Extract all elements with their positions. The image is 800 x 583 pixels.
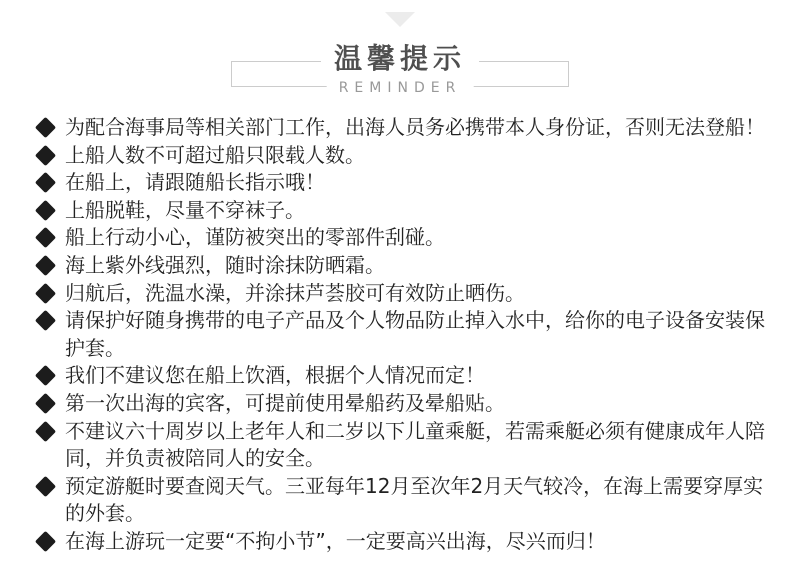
tip-item <box>35 390 770 418</box>
diamond-bullet-icon <box>35 282 56 303</box>
diamond-bullet-icon <box>35 172 56 193</box>
tip-text: 上船人数不可超过船只限载人数。 <box>65 142 365 167</box>
tip-item <box>35 142 770 170</box>
tip-item <box>35 418 770 473</box>
diamond-bullet-icon <box>35 310 56 331</box>
page-header <box>0 0 800 114</box>
tip-text: 船上行动小心，谨防被突出的零部件刮碰。 <box>65 225 445 250</box>
tip-text: 海上紫外线强烈，随时涂抹防晒霜。 <box>65 252 385 277</box>
tip-item <box>35 197 770 225</box>
diamond-bullet-icon <box>35 365 56 386</box>
page-subtitle: REMINDER <box>327 80 474 96</box>
tip-item <box>35 473 770 528</box>
tip-item <box>35 362 770 390</box>
tip-item <box>35 114 770 142</box>
diamond-bullet-icon <box>35 117 56 138</box>
diamond-bullet-icon <box>35 420 56 441</box>
tip-item <box>35 528 770 556</box>
tips-list <box>35 114 770 556</box>
tip-item <box>35 307 770 362</box>
tip-item <box>35 252 770 280</box>
diamond-bullet-icon <box>35 200 56 221</box>
diamond-bullet-icon <box>35 531 56 552</box>
diamond-bullet-icon <box>35 393 56 414</box>
tip-text: 不建议六十周岁以上老年人和二岁以下儿童乘艇，若需乘艇必须有健康成年人陪同，并负责被陪同人的安全。 <box>65 418 765 471</box>
tip-item <box>35 280 770 308</box>
tip-item <box>35 169 770 197</box>
tip-text: 第一次出海的宾客，可提前使用晕船药及晕船贴。 <box>65 390 505 415</box>
section-divider-triangle-icon <box>385 12 415 27</box>
tip-item <box>35 224 770 252</box>
tip-text: 归航后，洗温水澡，并涂抹芦荟胶可有效防止晒伤。 <box>65 280 525 305</box>
diamond-bullet-icon <box>35 255 56 276</box>
diamond-bullet-icon <box>35 144 56 165</box>
tip-text: 在海上游玩一定要“不拘小节”，一定要高兴出海，尽兴而归！ <box>65 528 606 553</box>
tip-text: 为配合海事局等相关部门工作，出海人员务必携带本人身份证，否则无法登船！ <box>65 115 765 139</box>
diamond-bullet-icon <box>35 227 56 248</box>
tip-text: 上船脱鞋，尽量不穿袜子。 <box>65 197 305 222</box>
diamond-bullet-icon <box>35 476 56 497</box>
tip-text: 请保护好随身携带的电子产品及个人物品防止掉入水中，给你的电子设备安装保护套。 <box>65 308 765 360</box>
tip-text: 预定游艇时要查阅天气。三亚每年12月至次年2月天气较冷，在海上需要穿厚实的外套。 <box>65 473 764 526</box>
tip-text: 我们不建议您在船上饮酒，根据个人情况而定！ <box>65 363 485 388</box>
page-title: 温馨提示 <box>321 43 479 75</box>
tip-text: 在船上，请跟随船长指示哦！ <box>65 170 325 195</box>
